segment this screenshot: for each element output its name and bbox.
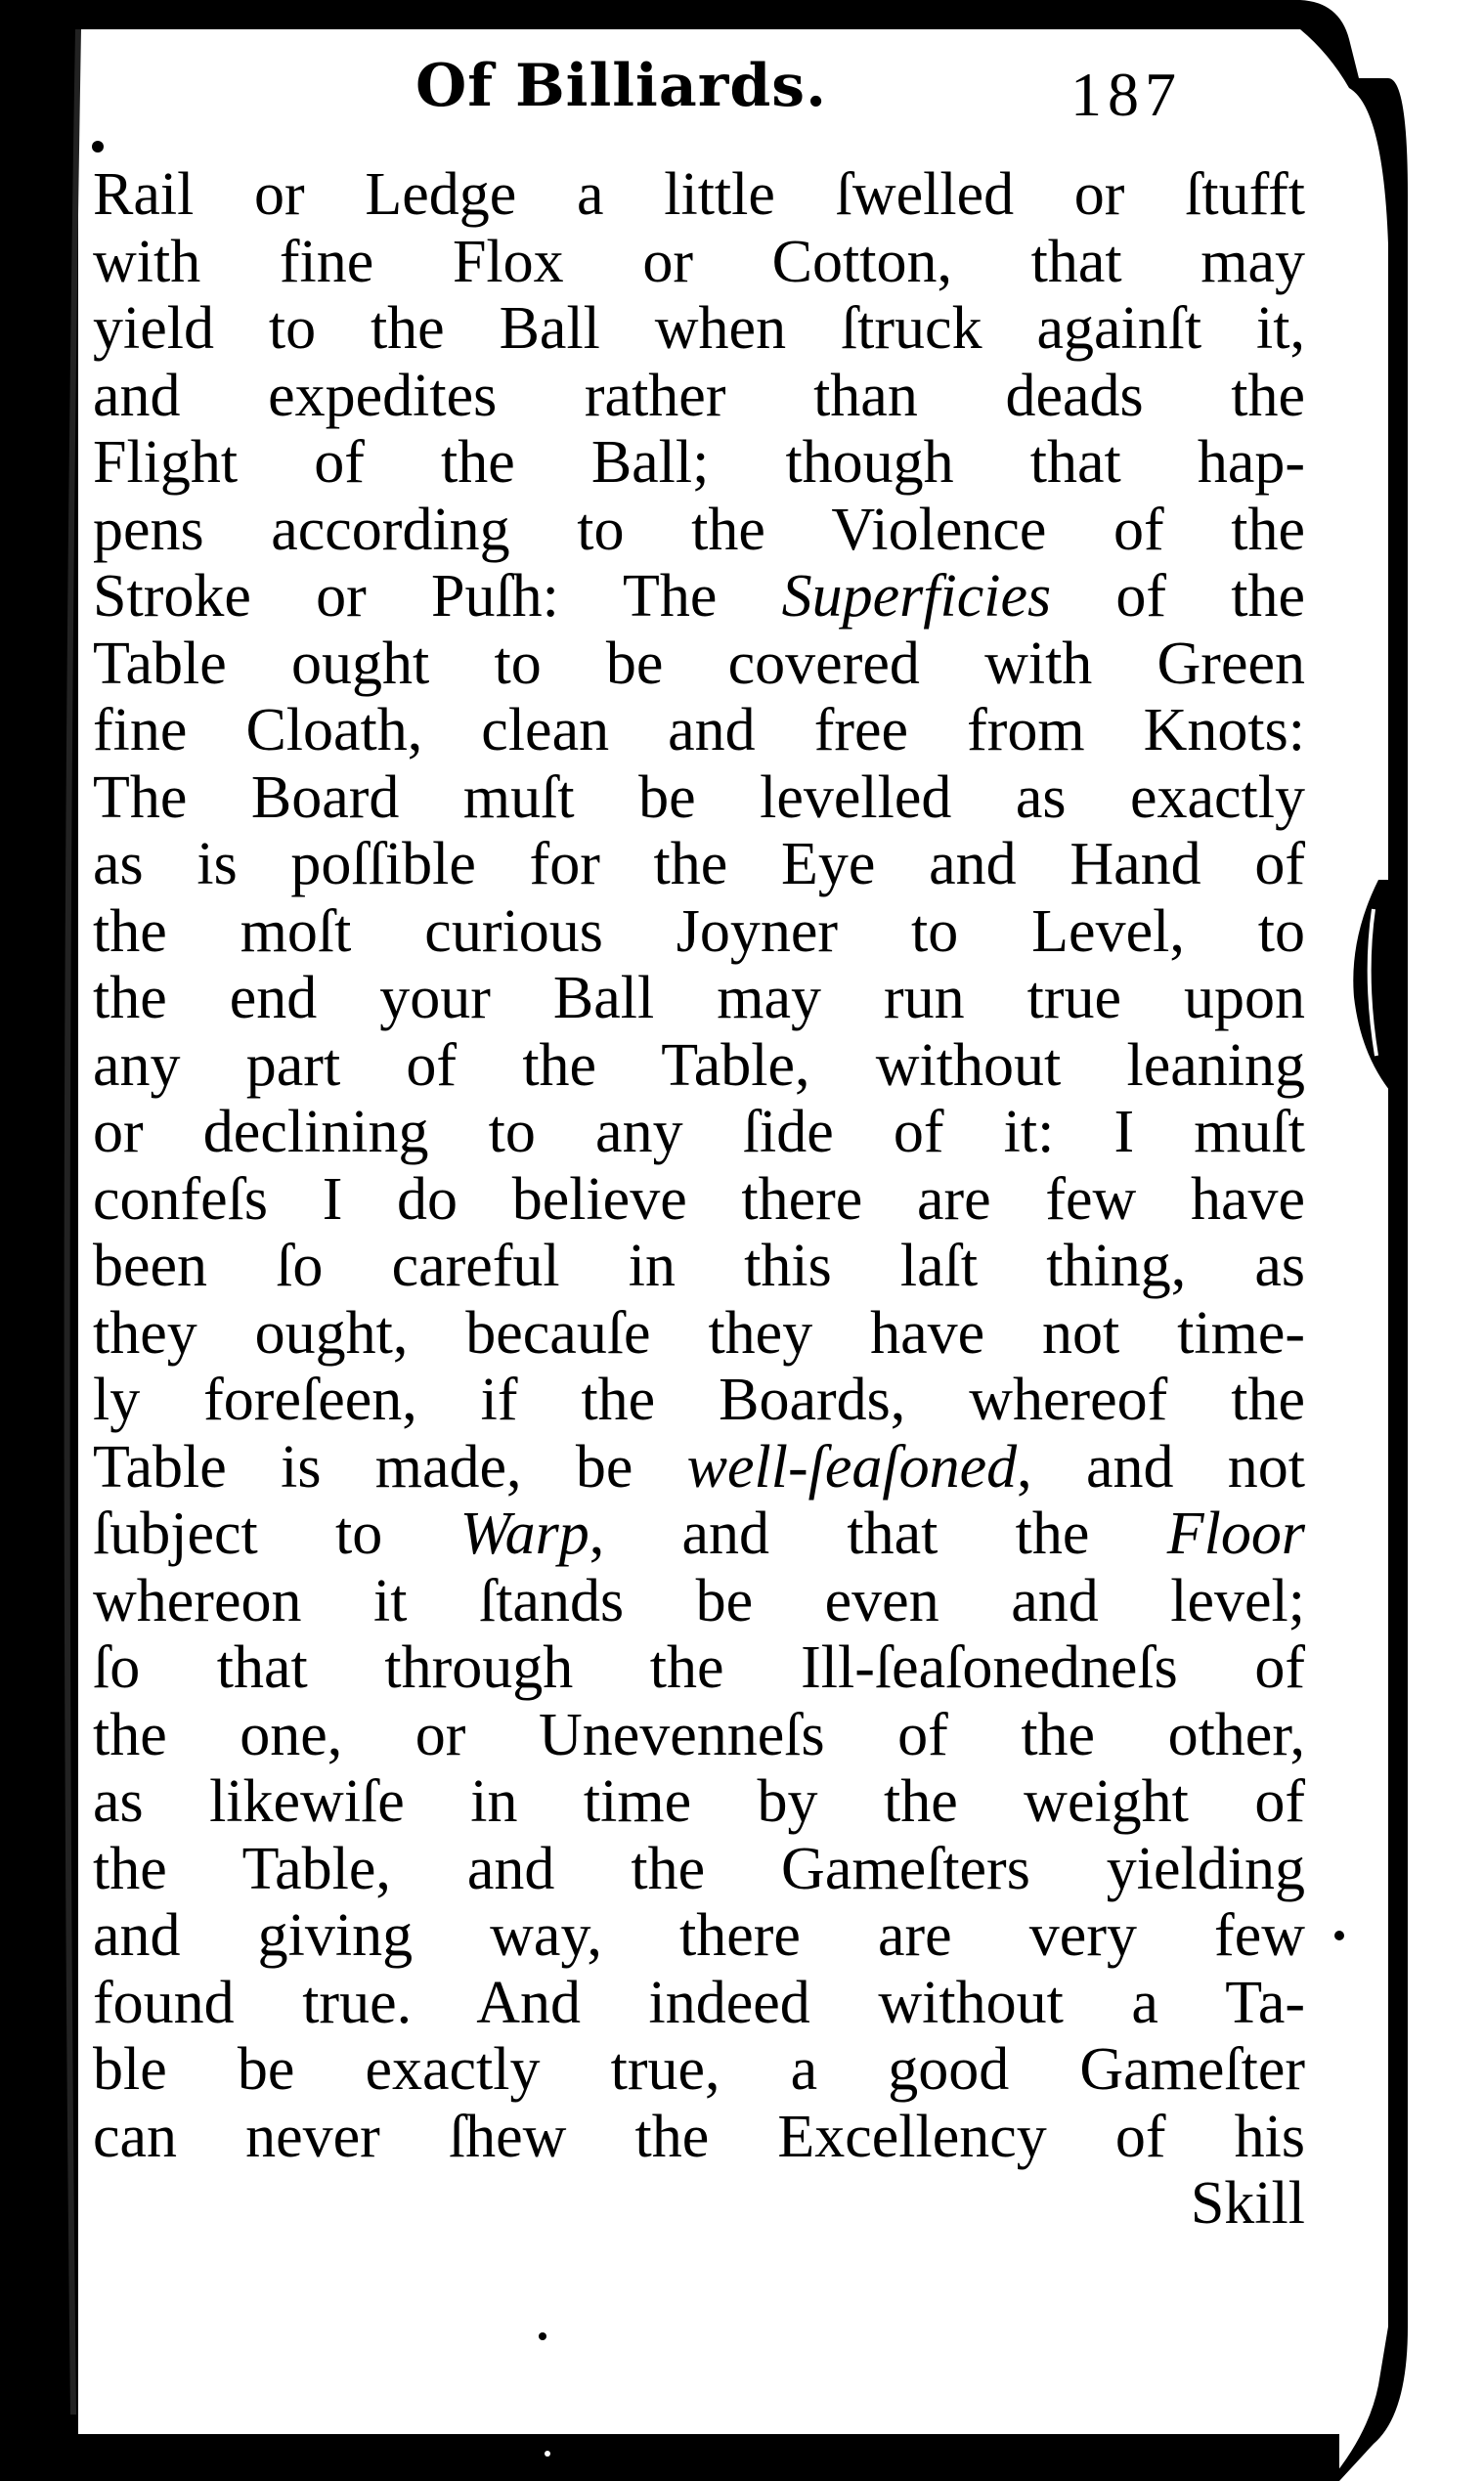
text-line: the Table, and the Gameſters yielding (93, 1835, 1305, 1902)
italic-term: Floor (1166, 1501, 1305, 1567)
book-page (93, 44, 1305, 2238)
text-line: confeſs I do believe there are few have (93, 1165, 1305, 1233)
text-line: been ſo careful in this laſt thing, as (93, 1233, 1305, 1299)
text-line: the moſt curious Joyner to Level, to (93, 897, 1305, 965)
italic-term: Warp (459, 1501, 589, 1567)
text-line: as likewiſe in time by the weight of (93, 1768, 1305, 1835)
text-line: Rail or Ledge a little ſwelled or ſtufft (93, 161, 1305, 228)
text-line: and giving way, there are very few (93, 1902, 1305, 1969)
italic-term: well-ſeaſoned (686, 1433, 1018, 1501)
text-line: pens according to the Violence of the (93, 496, 1305, 563)
running-head (93, 44, 1305, 142)
text-line: yield to the Ball when ſtruck againſt it, (93, 295, 1305, 362)
text-line: any part of the Table, without leaning (93, 1031, 1305, 1099)
page-number: 187 (1070, 60, 1182, 129)
text-line: with fine Flox or Cotton, that may (93, 228, 1305, 295)
text-line: the one, or Unevenneſs of the other, (93, 1701, 1305, 1768)
text-line: they ought, becauſe they have not time- (93, 1299, 1305, 1367)
body-text (93, 161, 1305, 2238)
text-line: Table ought to be covered with Green (93, 630, 1305, 697)
text-line: the end your Ball may run true upon (93, 965, 1305, 1031)
text-line: Stroke or Puſh: The Superficies of the (93, 563, 1305, 630)
text-line: Flight of the Ball; though that hap- (93, 429, 1305, 496)
text-line: The Board muſt be levelled as exactly (93, 763, 1305, 831)
text-line: as is poſſible for the Eye and Hand of (93, 831, 1305, 897)
italic-term: Superficies (781, 563, 1052, 630)
catchword: Skill (1190, 2170, 1305, 2237)
text-line: ly foreſeen, if the Boards, whereof the (93, 1367, 1305, 1433)
running-title: Of Billiards. (415, 52, 827, 120)
text-line: ſo that through the Ill-ſeaſonedneſs of (93, 1634, 1305, 1701)
text-line: whereon it ſtands be even and level; (93, 1567, 1305, 1634)
text-line: fine Cloath, clean and free from Knots: (93, 697, 1305, 763)
text-line: ble be exactly true, a good Gameſter (93, 2036, 1305, 2103)
text-line: found true. And indeed without a Ta- (93, 1969, 1305, 2036)
text-line: or declining to any ſide of it: I muſt (93, 1099, 1305, 1165)
text-line: ſubject to Warp, and that the Floor (93, 1501, 1305, 1567)
text-line: Table is made, be well-ſeaſoned, and not (93, 1433, 1305, 1501)
text-line: can never ſhew the Excellency of his (93, 2103, 1305, 2170)
text-line: and expedites rather than deads the (93, 362, 1305, 429)
